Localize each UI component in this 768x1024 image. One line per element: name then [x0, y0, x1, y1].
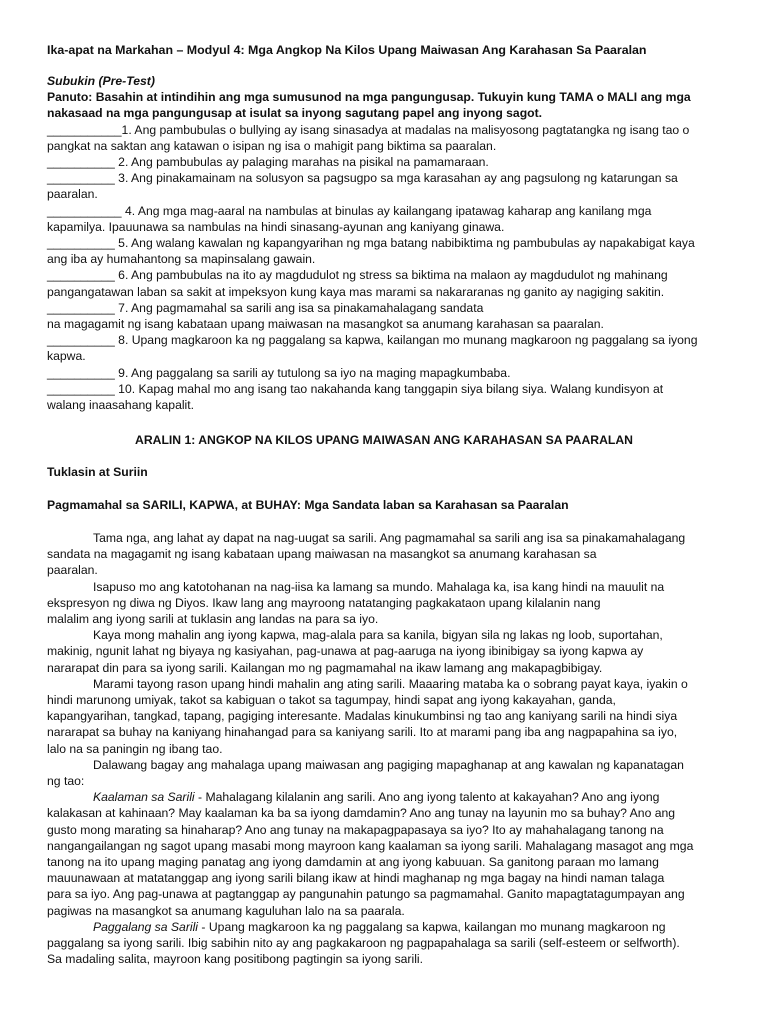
para-line: Sa madaling salita, mayroon kang positibong pagtingin sa iyong sarili.: [47, 952, 424, 967]
para-line-text: - Mahalagang kilalanin ang sarili. Ano ang iyong talento at kakayahan? Ano ang iyong: [194, 790, 660, 805]
para-line: nararapat sa buhay na kaniyang hinahangad para sa kaniyang sarili. Ito at marami pang iba ang nagpapahina sa iyo,: [47, 725, 678, 740]
para-line: [47, 919, 728, 935]
para-line: gusto mong marating sa hinaharap? Ano ang tunay na makapagpapasaya sa iyo? Ito ay mahahalagang tanong na: [47, 822, 664, 837]
para-line: lalo na sa paningin ng ibang tao.: [47, 741, 223, 756]
module-title: Ika-apat na Markahan – Modyul 4: Mga Angkop Na Kilos Upang Maiwasan Ang Karahasan Sa Paaralan: [47, 43, 647, 57]
para-line: [47, 757, 728, 773]
pretest-section: [47, 73, 728, 413]
pretest-item-3: [47, 170, 728, 202]
item-line: __________ 6. Ang pambubulas na ito ay magdudulot ng stress sa biktima na malaon ay magdudulot ng mahinang: [47, 268, 668, 283]
paragraph-2: [47, 579, 728, 628]
para-line: [47, 627, 728, 643]
para-line: hindi marunong umiyak, takot sa kabiguan o takot sa tagumpay, hindi sapat ang iyong kakayahan, ganda,: [47, 693, 616, 708]
item-line: ang iba ay humahantong sa mapinsalang gawain.: [47, 252, 316, 267]
item-line: na magagamit ng isang kabataan upang maiwasan na masangkot sa anumang karahasan sa paaralan.: [47, 317, 604, 332]
item-line: kapwa.: [47, 349, 86, 364]
pretest-item-7: [47, 300, 728, 332]
item-line: walang inaasahang kapalit.: [47, 398, 195, 413]
pretest-item-5: [47, 235, 728, 267]
para-line-text: Tama nga, ang lahat ay dapat na nag-uugat sa sarili. Ang pagmamahal sa sarili ang isa sa pinakamahalagang: [93, 531, 686, 545]
item-line: __________ 8. Upang magkaroon ka ng paggalang sa kapwa, kailangan mo munang magkaroon ng paggalang sa iyong: [47, 333, 698, 348]
pretest-title: Subukin (Pre-Test): [47, 74, 155, 88]
para-line: malalim ang iyong sarili at tuklasin ang landas na para sa iyo.: [47, 612, 379, 627]
para-line: paggalang sa iyong sarili. Ibig sabihin nito ay ang pagkakaroon ng pagpapahalaga sa sarili (self-esteem or selfworth).: [47, 936, 680, 951]
pretest-instructions: [47, 89, 728, 121]
item-line: pangangatawan laban sa sakit at impeksyon kung kaya mas marami sa nakararanas ng ganito ay nagiging sakitin.: [47, 284, 665, 299]
item-line: __________ 9. Ang paggalang sa sarili ay tutulong sa iyo na maging mapagkumbaba.: [47, 365, 511, 380]
para-line-text: Kaya mong mahalin ang iyong kapwa, mag-alala para sa kanila, bigyan sila ng lakas ng loob, suportahan,: [93, 628, 663, 643]
para-line: paaralan.: [47, 563, 98, 578]
item-line: paaralan.: [47, 187, 98, 202]
term-paggalang: Paggalang sa Sarili: [93, 919, 199, 934]
para-line-text: Isapuso mo ang katotohanan na nag-iisa ka lamang sa mundo. Mahalaga ka, isa kang hindi na mauulit na: [93, 579, 665, 594]
para-line-text: Marami tayong rason upang hindi mahalin ang ating sarili. Maaaring mataba ka o sobrang payat kaya, iyakin o: [93, 676, 688, 691]
instructions-line: Panuto: Basahin at intindihin ang mga sumusunod na mga pangungusap. Tukuyin kung TAMA o MALI ang mga: [47, 90, 691, 105]
para-line: [47, 530, 728, 546]
item-line: pangkat na saktan ang katawan o isipan ng isa o mahigit pang biktima sa paaralan.: [47, 138, 497, 153]
section-title: Tuklasin at Suriin: [47, 465, 148, 479]
item-line: ___________ 4. Ang mga mag-aaral na nambulas at binulas ay kailangang ipatawag kaharap ang kanilang mga: [47, 203, 652, 218]
item-line: ___________1. Ang pambubulas o bullying ay isang sinasadya at madalas na malisyosong pagtatangka ng isang tao o: [47, 122, 690, 137]
paragraph-1: [47, 530, 728, 579]
para-line: [47, 579, 728, 595]
para-line: pagiwas na masangkot sa anumang kaguluhan lalo na sa paarala.: [47, 903, 405, 918]
pretest-item-4: [47, 203, 728, 235]
para-line: kalakasan at kahinaan? May kaalaman ka ba sa iyong damdamin? Ano ang tunay na layunin mo sa buhay? Ano ang: [47, 806, 676, 821]
paragraph-7: [47, 919, 728, 968]
sub-title: Pagmamahal sa SARILI, KAPWA, at BUHAY: Mga Sandata laban sa Karahasan sa Paaralan: [47, 498, 569, 512]
pretest-item-10: [47, 381, 728, 413]
item-line: kapamilya. Ipauunawa sa nambulas na hindi sinasang-ayunan ang kaniyang ginawa.: [47, 219, 505, 234]
paragraph-4: [47, 676, 728, 757]
pretest-item-6: [47, 267, 728, 299]
body-text: [47, 530, 728, 967]
item-line: __________ 3. Ang pinakamainam na solusyon sa pagsugpo sa mga karasahan ay ang pagsulong ng katarungan sa: [47, 171, 678, 186]
paragraph-6: [47, 789, 728, 919]
para-line: ng tao:: [47, 774, 85, 789]
paragraph-5: [47, 757, 728, 789]
para-line: ekspresyon ng diwa ng Diyos. Ikaw lang ang mayroong natatanging pagkakataon upang kilalanin nang: [47, 595, 601, 610]
item-line: __________ 10. Kapag mahal mo ang isang tao nakahanda kang tanggapin siya bilang siya. Walang kundisyon at: [47, 381, 664, 396]
para-line-text: - Upang magkaroon ka ng paggalang sa kapwa, kailangan mo munang magkaroon ng: [198, 919, 666, 934]
para-line: sandata na magagamit ng isang kabataan upang maiwasan na masangkot sa anumang karahasan sa: [47, 547, 597, 562]
para-line: nararapat din para sa iyong sarili. Kailangan mo ng pagmamahal na ikaw lamang ang makapagbibigay.: [47, 660, 603, 675]
paragraph-3: [47, 627, 728, 676]
term-kaalaman: Kaalaman sa Sarili: [93, 790, 195, 805]
para-line-text: Dalawang bagay ang mahalaga upang maiwasan ang pagiging mapaghanap at ang kawalan ng kapanatagan: [93, 757, 684, 772]
pretest-item-9: [47, 365, 728, 381]
para-line: mauunawaan at matatanggap ang iyong sarili bilang ikaw at hindi maghanap ng mga bagay na hindi naman talaga: [47, 871, 665, 886]
item-line: __________ 2. Ang pambubulas ay palaging marahas na pisikal na pamamaraan.: [47, 155, 489, 170]
item-line: __________ 7. Ang pagmamahal sa sarili ang isa sa pinakamahalagang sandata: [47, 300, 484, 315]
pretest-item-1: [47, 122, 728, 154]
para-line: kapangyarihan, tangkad, tapang, pagiging interesante. Madalas kinukumbinsi ng tao ang kaniyang sarili na hindi siya: [47, 709, 678, 724]
para-line: [47, 676, 728, 692]
para-line: para sa iyo. Ang pag-unawa at pagtanggap ay pangunahin patungo sa pagmamahal. Ganito mapagtatagumpayan ang: [47, 887, 685, 902]
instructions-line: nakasaad na mga pangungusap at isulat sa inyong sagutang papel ang inyong sagot.: [47, 106, 543, 121]
lesson-title: ARALIN 1: ANGKOP NA KILOS UPANG MAIWASAN ANG KARAHASAN SA PAARALAN: [135, 433, 633, 447]
item-line: __________ 5. Ang walang kawalan ng kapangyarihan ng mga batang nabibiktima ng pambubulas ay napakabigat kaya: [47, 236, 695, 251]
pretest-item-8: [47, 332, 728, 364]
pretest-item-2: [47, 154, 728, 170]
para-line: [47, 789, 728, 805]
para-line: nangangailangan ng sagot upang masabi mong mayroon kang kaalaman sa iyong sarili. Mahalagang masagot ang mga: [47, 838, 694, 853]
para-line: makinig, ngunit lahat ng biyaya ng kasiyahan, pag-unawa at pag-aaruga na iyong ibinibigay sa iyong kapwa ay: [47, 644, 644, 659]
para-line: tanong na ito upang maging panatag ang iyong damdamin at ang iyong kabuuan. Sa ganitong paraan mo lamang: [47, 855, 659, 870]
